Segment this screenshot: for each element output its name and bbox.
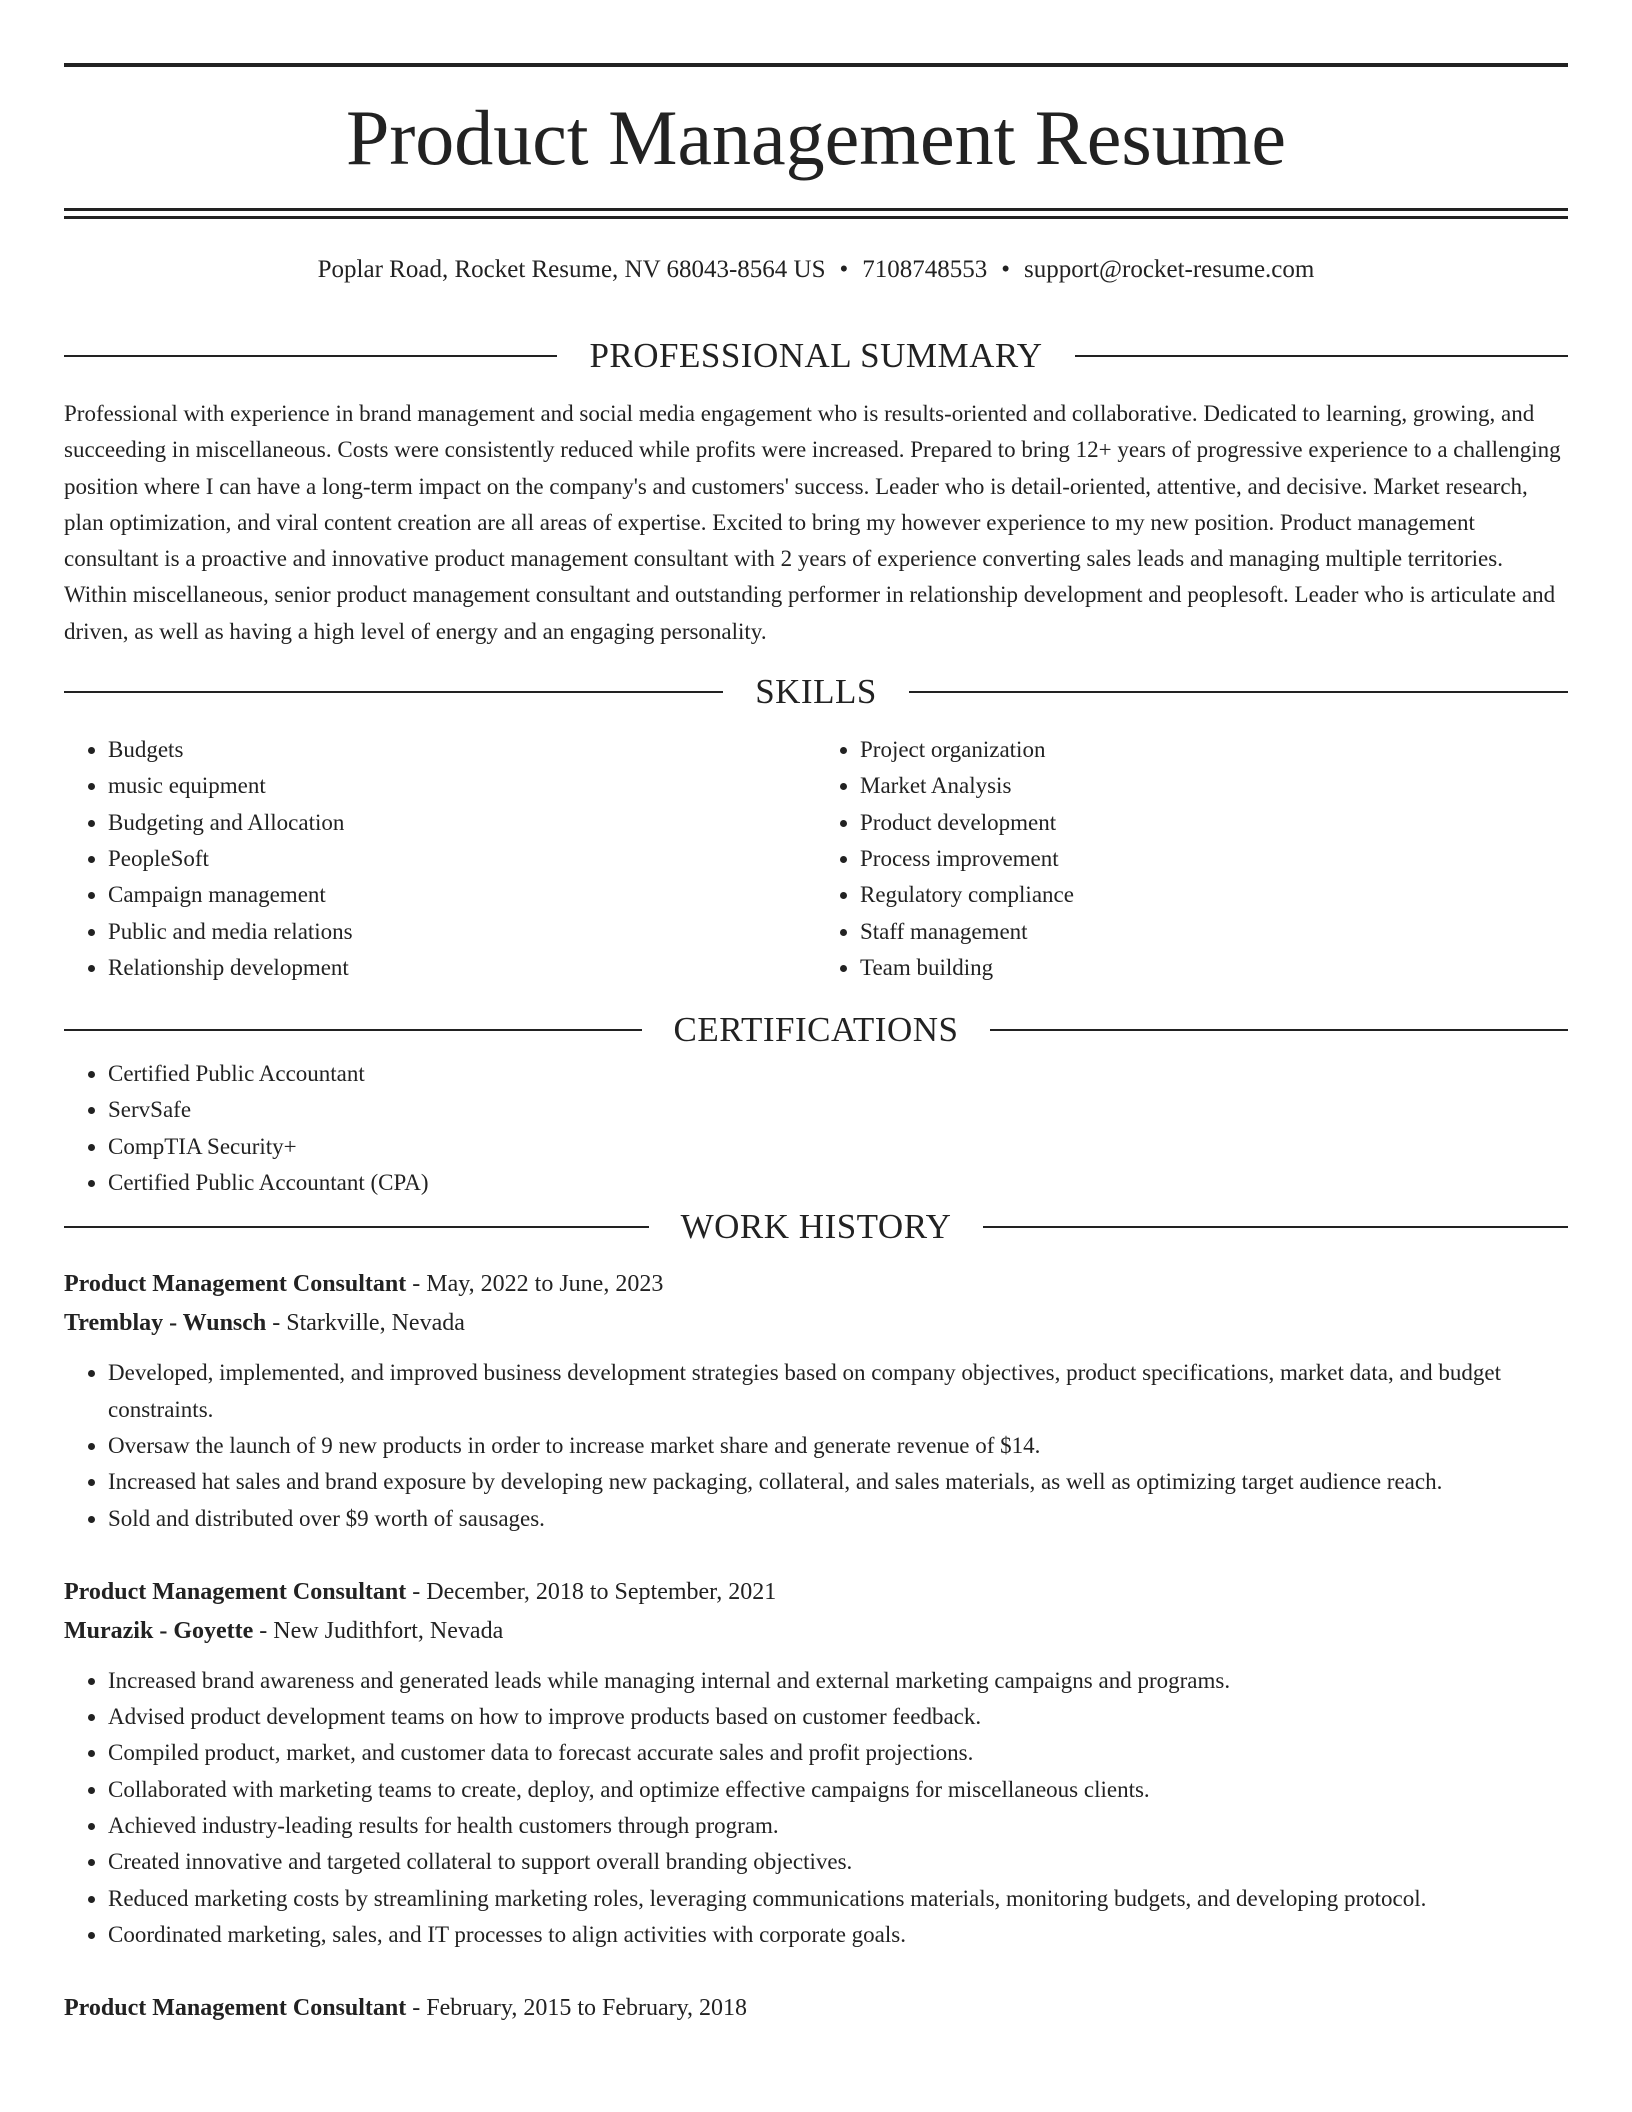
- skill-item: • Regulatory compliance: [860, 877, 1568, 913]
- job-bullet: • Increased hat sales and brand exposure by developing new packaging, collateral, and sales materials, as well as optimizing target audience reach.: [108, 1464, 1568, 1500]
- job-bullets: [64, 1663, 1568, 1953]
- header-top-rule: [64, 63, 1568, 67]
- job-dash: -: [253, 1617, 274, 1644]
- job-title: Product Management Consultant: [64, 1995, 407, 2022]
- job-company-line: [64, 1612, 1568, 1651]
- certifications-heading: CERTIFICATIONS: [673, 1010, 959, 1050]
- job-location: Starkville, Nevada: [286, 1310, 465, 1337]
- job-title-line: [64, 1265, 1568, 1304]
- skill-item: • Process improvement: [860, 841, 1568, 877]
- job-location: New Judithfort, Nevada: [273, 1617, 504, 1644]
- certifications-list: [64, 1056, 1568, 1201]
- job-bullet: • Achieved industry-leading results for health customers through program.: [108, 1808, 1568, 1844]
- heading-rule-left: [64, 1029, 642, 1031]
- page-title: Product Management Resume: [345, 94, 1287, 181]
- job-bullet: • Compiled product, market, and customer data to forecast accurate sales and profit projections.: [108, 1735, 1568, 1771]
- contact-email: support@rocket-resume.com: [1024, 256, 1315, 283]
- summary-section: [64, 330, 1568, 650]
- skill-item: • music equipment: [108, 768, 816, 804]
- skills-columns: [64, 732, 1568, 986]
- contact-separator: •: [1001, 256, 1011, 283]
- job-dash: -: [406, 1995, 427, 2022]
- job-bullet: • Reduced marketing costs by streamlining marketing roles, leveraging communications materials, monitoring budgets, and developing protocol.: [108, 1881, 1568, 1917]
- job-company: Tremblay - Wunsch: [64, 1310, 267, 1337]
- skill-item: • Market Analysis: [860, 768, 1568, 804]
- heading-rule-left: [64, 1226, 649, 1228]
- work-history-section: [64, 1201, 1568, 2028]
- job-dash: -: [406, 1578, 427, 1605]
- job-dates: February, 2015 to February, 2018: [426, 1995, 748, 2022]
- skills-list-right: [816, 732, 1568, 986]
- section-heading: [64, 1004, 1568, 1056]
- heading-rule-right: [909, 691, 1568, 693]
- skill-item: • Team building: [860, 950, 1568, 986]
- contact-separator: •: [839, 256, 849, 283]
- skills-section: [64, 666, 1568, 986]
- certification-item: • CompTIA Security+: [108, 1129, 1568, 1165]
- job-bullet: • Collaborated with marketing teams to create, deploy, and optimize effective campaigns for miscellaneous clients.: [108, 1772, 1568, 1808]
- skill-item: • Public and media relations: [108, 914, 816, 950]
- contact-phone: 7108748553: [862, 256, 988, 283]
- job-bullet: • Oversaw the launch of 9 new products in order to increase market share and generate revenue of $14.: [108, 1428, 1568, 1464]
- certification-item: • Certified Public Accountant (CPA): [108, 1165, 1568, 1201]
- job-entry: [64, 1265, 1568, 1536]
- skill-item: • Budgeting and Allocation: [108, 805, 816, 841]
- skill-item: • Project organization: [860, 732, 1568, 768]
- job-dash: -: [406, 1271, 427, 1298]
- skills-heading: SKILLS: [755, 672, 877, 712]
- section-heading: [64, 1201, 1568, 1253]
- job-bullet: • Increased brand awareness and generated leads while managing internal and external marketing campaigns and programs.: [108, 1663, 1568, 1699]
- job-entry: [64, 1989, 1568, 2028]
- certification-item: • Certified Public Accountant: [108, 1056, 1568, 1092]
- job-dash: -: [266, 1310, 287, 1337]
- heading-rule-right: [983, 1226, 1568, 1228]
- heading-rule-right: [990, 1029, 1568, 1031]
- job-bullets: [64, 1355, 1568, 1536]
- job-company-line: [64, 1304, 1568, 1343]
- heading-rule-left: [64, 691, 723, 693]
- job-bullet: • Developed, implemented, and improved business development strategies based on company objectives, product specifications, market data, and budget constraints.: [108, 1355, 1568, 1428]
- skill-item: • PeopleSoft: [108, 841, 816, 877]
- summary-text: Professional with experience in brand management and social media engagement who is results-oriented and collaborative. Dedicated to learning, growing, and succeeding in miscellaneous. Costs were consistently reduced while profits were increased. Prepared to bring 12+ years of progressive experience to a challenging position where I can have a long-term impact on the company's and customers' success. Leader who is detail-oriented, attentive, and decisive. Market research, plan optimization, and viral content creation are all areas of expertise. Excited to bring my however experience to my new position. Product management consultant is a proactive and innovative product management consultant with 2 years of experience converting sales leads and managing multiple territories. Within miscellaneous, senior product management consultant and outstanding performer in relationship development and peoplesoft. Leader who is articulate and driven, as well as having a high level of energy and an engaging personality.: [64, 401, 1561, 644]
- job-title: Product Management Consultant: [64, 1271, 407, 1298]
- skill-item: • Campaign management: [108, 877, 816, 913]
- job-dates: May, 2022 to June, 2023: [426, 1271, 664, 1298]
- contact-address: Poplar Road, Rocket Resume, NV 68043-8564 US: [317, 256, 826, 283]
- skills-list-left: [64, 732, 816, 986]
- job-bullet: • Sold and distributed over $9 worth of sausages.: [108, 1501, 1568, 1537]
- skill-item: • Product development: [860, 805, 1568, 841]
- job-bullet: • Advised product development teams on how to improve products based on customer feedback.: [108, 1699, 1568, 1735]
- skill-item: • Relationship development: [108, 950, 816, 986]
- skill-item: • Staff management: [860, 914, 1568, 950]
- certifications-section: [64, 1004, 1568, 1201]
- header-bottom-rule: [64, 208, 1568, 211]
- section-heading: [64, 666, 1568, 718]
- heading-rule-right: [1075, 355, 1568, 357]
- section-heading: [64, 330, 1568, 382]
- job-bullet: • Created innovative and targeted collateral to support overall branding objectives.: [108, 1844, 1568, 1880]
- job-entry: [64, 1573, 1568, 1953]
- job-title: Product Management Consultant: [64, 1578, 407, 1605]
- contact-line: [64, 252, 1568, 288]
- header-bottom-rule-second: [64, 216, 1568, 219]
- skill-item: • Budgets: [108, 732, 816, 768]
- job-dates: December, 2018 to September, 2021: [426, 1578, 777, 1605]
- resume-body: [64, 330, 1568, 2028]
- heading-rule-left: [64, 355, 557, 357]
- job-company: Murazik - Goyette: [64, 1617, 254, 1644]
- work-history-heading: WORK HISTORY: [680, 1207, 952, 1247]
- job-title-line: [64, 1573, 1568, 1612]
- job-bullet: • Coordinated marketing, sales, and IT processes to align activities with corporate goals.: [108, 1917, 1568, 1953]
- certification-item: • ServSafe: [108, 1092, 1568, 1128]
- summary-heading: PROFESSIONAL SUMMARY: [589, 336, 1043, 375]
- job-title-line: [64, 1989, 1568, 2028]
